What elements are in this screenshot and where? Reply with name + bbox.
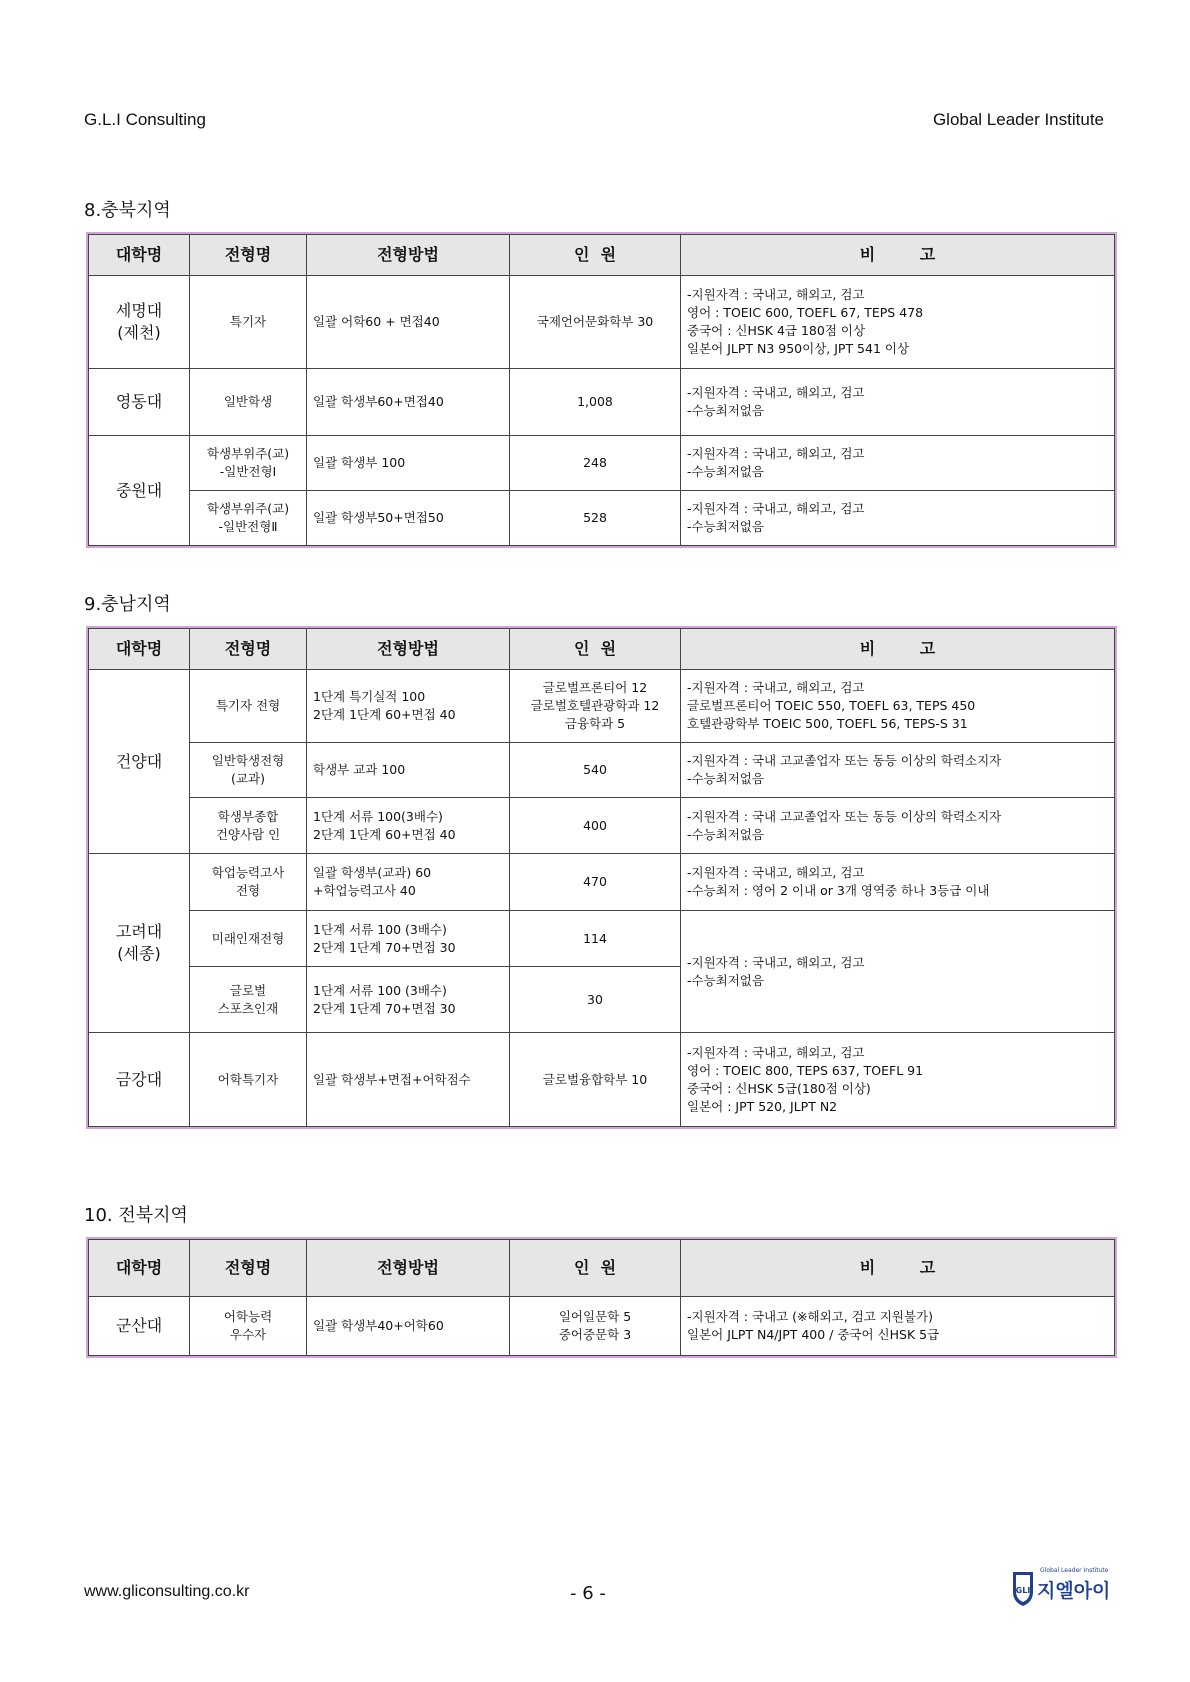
admission-type: 글로벌 스포츠인재 (190, 967, 307, 1033)
admission-method: 1단계 서류 100(3배수) 2단계 1단계 60+면접 40 (307, 798, 510, 854)
quota: 글로벌프론티어 12 글로벌호텔관광학과 12 금융학과 5 (510, 670, 681, 743)
univ-name: 영동대 (89, 369, 190, 436)
note: -지원자격 : 국내 고교졸업자 또는 동등 이상의 학력소지자 -수능최저없음 (681, 798, 1115, 854)
col-header-note: 비 고 (681, 629, 1115, 670)
col-header-count: 인 원 (510, 235, 681, 276)
table-row (89, 491, 1115, 546)
note: -지원자격 : 국내고, 해외고, 검고 영어 : TOEIC 800, TEPS 637, TOEFL 91 중국어 : 신HSK 5급(180점 이상) 일본어 : JPT 520, JLPT N2 (681, 1033, 1115, 1127)
quota: 248 (510, 436, 681, 491)
admission-type: 학생부종합 건양사람 인 (190, 798, 307, 854)
note: -지원자격 : 국내 고교졸업자 또는 동등 이상의 학력소지자 -수능최저없음 (681, 743, 1115, 798)
quota: 528 (510, 491, 681, 546)
page-number: - 6 - (570, 1583, 606, 1604)
univ-name: 금강대 (89, 1033, 190, 1127)
quota: 국제언어문화학부 30 (510, 276, 681, 369)
note: -지원자격 : 국내고, 해외고, 검고 글로벌프론티어 TOEIC 550, TOEFL 63, TEPS 450 호텔관광학부 TOEIC 500, TOEFL 56, TEPS-S 31 (681, 670, 1115, 743)
table-row (89, 854, 1115, 911)
admission-type: 학생부위주(교) -일반전형Ⅱ (190, 491, 307, 546)
admission-method: 일괄 학생부50+면접50 (307, 491, 510, 546)
admission-type: 일반학생 (190, 369, 307, 436)
col-header-univ: 대학명 (89, 1240, 190, 1297)
admission-method: 학생부 교과 100 (307, 743, 510, 798)
univ-name: 세명대 (제천) (89, 276, 190, 369)
quota: 글로벌융합학부 10 (510, 1033, 681, 1127)
table-row (89, 798, 1115, 854)
header-left: G.L.I Consulting (84, 110, 206, 129)
col-header-method: 전형방법 (307, 1240, 510, 1297)
univ-name: 중원대 (89, 436, 190, 546)
col-header-note: 비 고 (681, 235, 1115, 276)
table-header-row (89, 1240, 1115, 1297)
logo-text: 지엘아이 (1037, 1580, 1111, 1602)
note: -지원자격 : 국내고, 해외고, 검고 -수능최저없음 (681, 369, 1115, 436)
note: -지원자격 : 국내고, 해외고, 검고 -수능최저없음 (681, 436, 1115, 491)
quota: 400 (510, 798, 681, 854)
admission-method: 일괄 어학60 + 면접40 (307, 276, 510, 369)
table-row (89, 743, 1115, 798)
logo-subtitle: Global Leader Institute (1040, 1567, 1109, 1574)
header-right: Global Leader Institute (932, 110, 1104, 129)
quota: 30 (510, 967, 681, 1033)
admission-type: 학업능력고사 전형 (190, 854, 307, 911)
table-header-row (89, 629, 1115, 670)
quota: 1,008 (510, 369, 681, 436)
quota: 470 (510, 854, 681, 911)
col-header-type: 전형명 (190, 1240, 307, 1297)
table-chungnam (86, 626, 1117, 1129)
admission-method: 일괄 학생부 100 (307, 436, 510, 491)
note: -지원자격 : 국내고, 해외고, 검고 -수능최저 : 영어 2 이내 or 3개 영역중 하나 3등급 이내 (681, 854, 1115, 911)
col-header-count: 인 원 (510, 629, 681, 670)
table-row (89, 911, 1115, 967)
univ-name: 군산대 (89, 1297, 190, 1356)
quota: 540 (510, 743, 681, 798)
admission-type: 학생부위주(교) -일반전형Ⅰ (190, 436, 307, 491)
admission-type: 미래인재전형 (190, 911, 307, 967)
univ-name: 고려대 (세종) (89, 854, 190, 1033)
table-jeonbuk (86, 1237, 1117, 1358)
logo-mark: GLI (1015, 1586, 1031, 1595)
table-header-row (89, 235, 1115, 276)
admission-type: 어학능력 우수자 (190, 1297, 307, 1356)
col-header-type: 전형명 (190, 629, 307, 670)
section-title-chungbuk: 8.충북지역 (84, 200, 171, 221)
note: -지원자격 : 국내고 (※해외고, 검고 지원불가) 일본어 JLPT N4/JPT 400 / 중국어 신HSK 5급 (681, 1297, 1115, 1356)
admission-method: 일괄 학생부40+어학60 (307, 1297, 510, 1356)
table-row (89, 1297, 1115, 1356)
admission-type: 특기자 전형 (190, 670, 307, 743)
footer-url: www.gliconsulting.co.kr (84, 1583, 250, 1600)
table-row (89, 1033, 1115, 1127)
admission-method: 일괄 학생부60+면접40 (307, 369, 510, 436)
section-title-chungnam: 9.충남지역 (84, 594, 171, 615)
admission-method: 1단계 서류 100 (3배수) 2단계 1단계 70+면접 30 (307, 967, 510, 1033)
table-row (89, 670, 1115, 743)
table-chungbuk (86, 232, 1117, 548)
univ-name: 건양대 (89, 670, 190, 854)
admission-method: 1단계 서류 100 (3배수) 2단계 1단계 70+면접 30 (307, 911, 510, 967)
col-header-univ: 대학명 (89, 629, 190, 670)
admission-type: 특기자 (190, 276, 307, 369)
admission-type: 어학특기자 (190, 1033, 307, 1127)
table-row (89, 369, 1115, 436)
note: -지원자격 : 국내고, 해외고, 검고 영어 : TOEIC 600, TOEFL 67, TEPS 478 중국어 : 신HSK 4급 180점 이상 일본어 JLPT N3 950이상, JPT 541 이상 (681, 276, 1115, 369)
admission-method: 1단계 특기실적 100 2단계 1단계 60+면접 40 (307, 670, 510, 743)
admission-method: 일괄 학생부(교과) 60 +학업능력고사 40 (307, 854, 510, 911)
col-header-method: 전형방법 (307, 235, 510, 276)
admission-type: 일반학생전형 (교과) (190, 743, 307, 798)
quota: 114 (510, 911, 681, 967)
col-header-method: 전형방법 (307, 629, 510, 670)
table-row (89, 276, 1115, 369)
table-row (89, 436, 1115, 491)
note: -지원자격 : 국내고, 해외고, 검고 -수능최저없음 (681, 491, 1115, 546)
note: -지원자격 : 국내고, 해외고, 검고 -수능최저없음 (681, 911, 1115, 1033)
col-header-count: 인 원 (510, 1240, 681, 1297)
col-header-type: 전형명 (190, 235, 307, 276)
col-header-note: 비 고 (681, 1240, 1115, 1297)
section-title-jeonbuk: 10. 전북지역 (84, 1205, 188, 1226)
quota: 일어일문학 5 중어중문학 3 (510, 1297, 681, 1356)
col-header-univ: 대학명 (89, 235, 190, 276)
admission-method: 일괄 학생부+면접+어학점수 (307, 1033, 510, 1127)
